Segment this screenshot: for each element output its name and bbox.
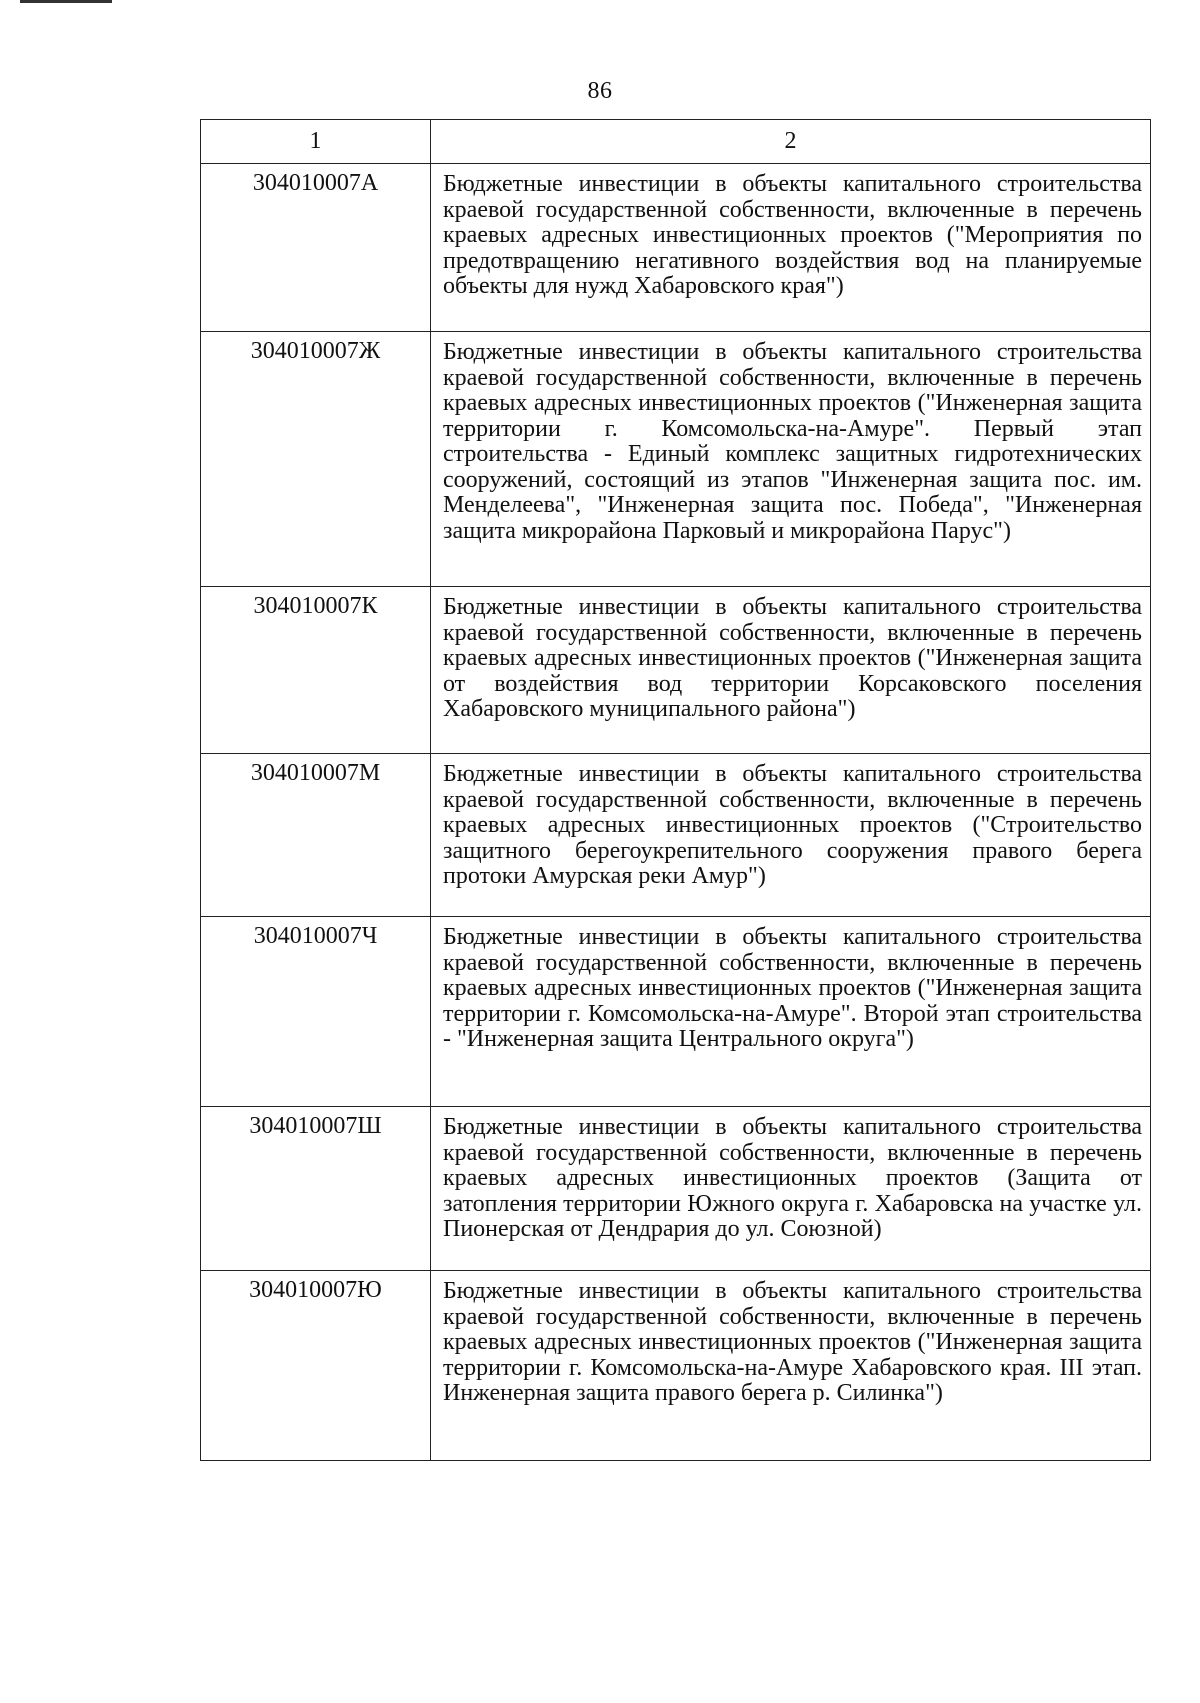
scan-artifact-mark xyxy=(20,0,112,3)
column-header-code: 1 xyxy=(201,120,431,164)
page-number: 86 xyxy=(587,78,613,104)
table-row xyxy=(201,587,1151,754)
table-row xyxy=(201,1107,1151,1271)
table-row xyxy=(201,332,1151,587)
row-code: 304010007К xyxy=(201,587,431,754)
row-description: Бюджетные инвестиции в объекты капитального строительства краевой государственной собственности, включенные в перечень краевых адресных инвестиционных проектов ("Строительство защитного берегоукрепительного сооружения правого берега протоки Амурская реки Амур") xyxy=(431,754,1151,917)
table-row xyxy=(201,164,1151,332)
table-row xyxy=(201,1271,1151,1461)
row-description: Бюджетные инвестиции в объекты капитального строительства краевой государственной собственности, включенные в перечень краевых адресных инвестиционных проектов ("Инженерная защита территории г. Комсомольска-на-Амуре". Первый этап строительства - Единый комплекс защитных гидротехнических сооружений, состоящий из этапов "Инженерная защита пос. им. Менделеева", "Инженерная защита пос. Победа", "Инженерная защита микрорайона Парковый и микрорайона Парус") xyxy=(431,332,1151,587)
table-header-row xyxy=(201,120,1151,164)
row-code: 304010007Ш xyxy=(201,1107,431,1271)
table-row xyxy=(201,917,1151,1107)
row-description: Бюджетные инвестиции в объекты капитального строительства краевой государственной собственности, включенные в перечень краевых адресных инвестиционных проектов ("Инженерная защита от воздействия вод территории Корсаковского поселения Хабаровского муниципального района") xyxy=(431,587,1151,754)
table-row xyxy=(201,754,1151,917)
row-code: 304010007Ю xyxy=(201,1271,431,1461)
budget-codes-table xyxy=(200,119,1151,1461)
column-header-description: 2 xyxy=(431,120,1151,164)
row-code: 304010007Ж xyxy=(201,332,431,587)
row-code: 304010007Ч xyxy=(201,917,431,1107)
row-description: Бюджетные инвестиции в объекты капитального строительства краевой государственной собственности, включенные в перечень краевых адресных инвестиционных проектов ("Мероприятия по предотвращению негативного воздействия вод на планируемые объекты для нужд Хабаровского края") xyxy=(431,164,1151,332)
row-code: 304010007М xyxy=(201,754,431,917)
row-description: Бюджетные инвестиции в объекты капитального строительства краевой государственной собственности, включенные в перечень краевых адресных инвестиционных проектов ("Инженерная защита территории г. Комсомольска-на-Амуре". Второй этап строительства - "Инженерная защита Центрального округа") xyxy=(431,917,1151,1107)
row-code: 304010007А xyxy=(201,164,431,332)
row-description: Бюджетные инвестиции в объекты капитального строительства краевой государственной собственности, включенные в перечень краевых адресных инвестиционных проектов ("Инженерная защита территории г. Комсомольска-на-Амуре Хабаровского края. III этап. Инженерная защита правого берега р. Силинка") xyxy=(431,1271,1151,1461)
row-description: Бюджетные инвестиции в объекты капитального строительства краевой государственной собственности, включенные в перечень краевых адресных инвестиционных проектов (Защита от затопления территории Южного округа г. Хабаровска на участке ул. Пионерская от Дендрария до ул. Союзной) xyxy=(431,1107,1151,1271)
